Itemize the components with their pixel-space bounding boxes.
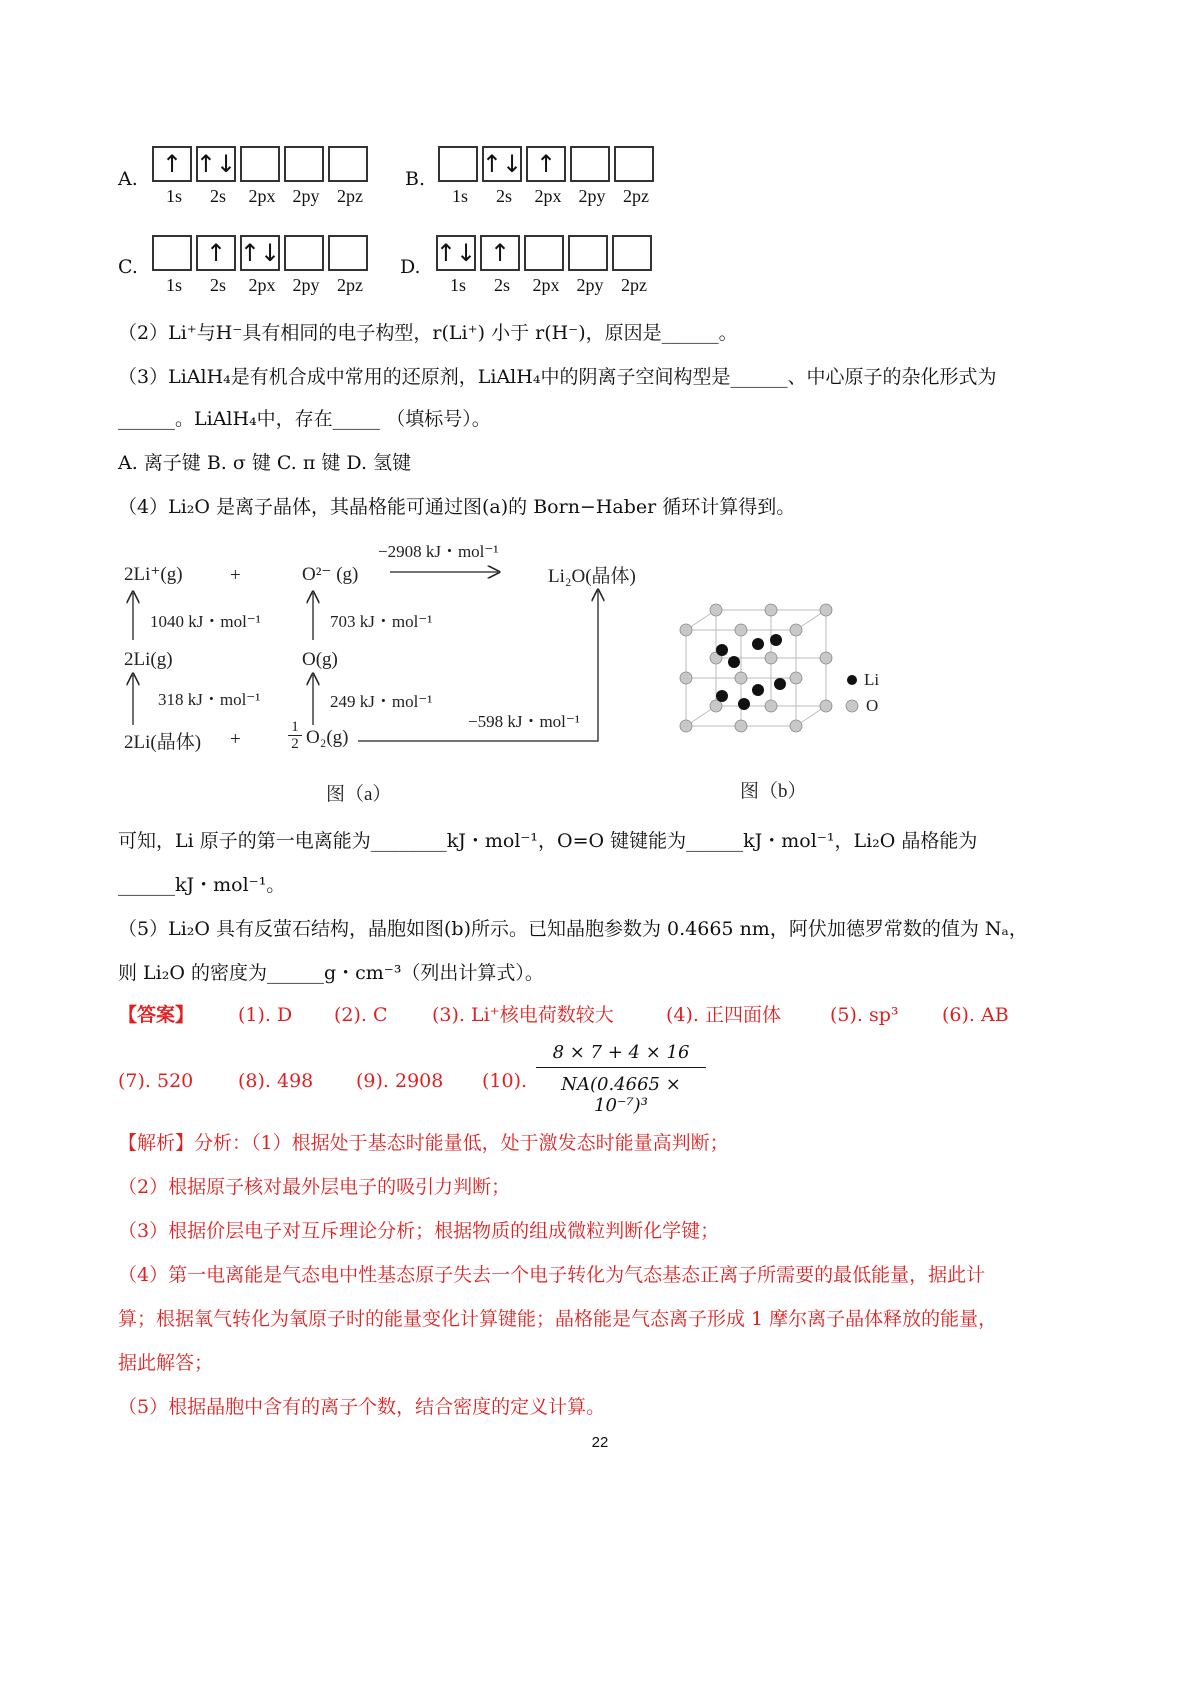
- electron-affinity-label: 703 kJ・mol⁻¹: [330, 612, 433, 631]
- answer-8: (8). 498: [238, 1070, 314, 1092]
- figure-a-caption: 图（a）: [326, 784, 392, 805]
- orbital-box: [328, 235, 368, 271]
- option-letter: C.: [118, 256, 138, 278]
- oxide-ion-label: O²⁻ (g): [302, 564, 359, 585]
- orbital-label: 2px: [248, 186, 276, 206]
- orbital-label: 1s: [165, 275, 182, 295]
- bond-energy-label: 249 kJ・mol⁻¹: [330, 692, 433, 711]
- option-d: [400, 256, 421, 278]
- plus-sign: +: [230, 565, 241, 586]
- orbital-diagram-b: [438, 146, 658, 207]
- analysis-line-2: （2）根据原子核对最外层电子的吸引力判断；: [118, 1176, 511, 1198]
- analysis-line-1: 【解析】分析：（1）根据处于基态时能量低，处于激发态时能量高判断；: [118, 1132, 729, 1154]
- question-2: （2）Li⁺与H⁻具有相同的电子构型，r(Li⁺) 小于 r(H⁻)，原因是______。: [118, 322, 738, 344]
- option-b: [405, 168, 425, 190]
- orbital-box: [152, 235, 192, 271]
- orbital-label: 2pz: [337, 275, 363, 295]
- question-3-options: A. 离子键 B. σ 键 C. π 键 D. 氢键: [118, 452, 412, 474]
- question-3-line2: ______。LiAlH₄中，存在_____ （填标号）。: [118, 408, 491, 430]
- legend-li: Li: [864, 670, 880, 689]
- orbital-label: 2py: [576, 275, 604, 295]
- formula-denominator: NA(0.4665 × 10⁻⁷)³: [536, 1067, 706, 1116]
- orbital-label: 2px: [534, 186, 562, 206]
- question-4-fill-line2: ______kJ・mol⁻¹。: [118, 874, 286, 896]
- lattice-energy-label: −2908 kJ・mol⁻¹: [378, 542, 499, 561]
- answer-7: (7). 520: [118, 1070, 194, 1092]
- orbital-label: 2s: [209, 275, 226, 295]
- option-letter: B.: [405, 168, 426, 190]
- li-crystal-label: 2Li(晶体): [124, 732, 202, 753]
- orbital-box: [614, 146, 654, 182]
- orbital-diagram-d: [436, 235, 656, 296]
- orbital-box: [612, 235, 652, 271]
- ionization-energy-label: 1040 kJ・mol⁻¹: [150, 612, 261, 631]
- fraction-numerator: 1: [291, 719, 299, 735]
- orbital-box: ↑: [152, 146, 192, 182]
- orbital-label: 1s: [165, 186, 182, 206]
- orbital-box: [524, 235, 564, 271]
- half-fraction: [288, 719, 302, 752]
- orbital-box: [240, 146, 280, 182]
- option-letter: D.: [400, 256, 421, 278]
- answer-10: (10).: [482, 1070, 528, 1092]
- orbital-label: 2px: [248, 275, 276, 295]
- orbital-box: [438, 146, 478, 182]
- li-gas-label: 2Li(g): [124, 649, 173, 670]
- analysis-line-3: （3）根据价层电子对互斥理论分析；根据物质的组成微粒判断化学键；: [118, 1220, 720, 1242]
- analysis-line-7: （5）根据晶胞中含有的离子个数，结合密度的定义计算。: [118, 1396, 606, 1418]
- figure-b-caption: 图（b）: [740, 781, 807, 802]
- answer-4: (4). 正四面体: [666, 1004, 781, 1026]
- analysis-line-4: （4）第一电离能是气态电中性基态原子失去一个电子转化为气态基态正离子所需要的最低能量，据此计: [118, 1264, 986, 1286]
- analysis-line-6: 据此解答；: [118, 1352, 214, 1374]
- orbital-box: ↑↓: [436, 235, 476, 271]
- sublimation-energy-label: 318 kJ・mol⁻¹: [158, 690, 261, 709]
- li2o-crystal-label: Li₂O(晶体): [548, 566, 636, 587]
- orbital-box: ↑↓: [240, 235, 280, 271]
- orbital-label: 2pz: [337, 186, 363, 206]
- density-formula: [536, 1042, 706, 1116]
- orbital-label: 1s: [451, 186, 468, 206]
- answer-2: (2). C: [334, 1004, 388, 1026]
- orbital-diagram-c: [152, 235, 372, 296]
- orbital-diagram-a: [152, 146, 372, 207]
- formula-numerator: 8 × 7 + 4 × 16: [552, 1042, 690, 1063]
- formation-energy-label: −598 kJ・mol⁻¹: [468, 712, 580, 731]
- li2o-unit-cell: [672, 600, 892, 740]
- orbital-box: [570, 146, 610, 182]
- li-ion-label: 2Li⁺(g): [124, 564, 183, 585]
- orbital-label: 2s: [493, 275, 510, 295]
- orbital-label: 2s: [495, 186, 512, 206]
- option-letter: A.: [118, 168, 138, 190]
- orbital-label: 1s: [449, 275, 466, 295]
- orbital-box: [284, 146, 324, 182]
- orbital-box: ↑: [526, 146, 566, 182]
- legend-o: O: [866, 696, 879, 715]
- page-number: 22: [591, 1434, 609, 1451]
- answer-5: (5). sp³: [830, 1004, 899, 1026]
- answer-1: (1). D: [238, 1004, 293, 1026]
- o-gas-label: O(g): [302, 649, 338, 670]
- orbital-box: [284, 235, 324, 271]
- question-4-line: （4）Li₂O 是离子晶体，其晶格能可通过图(a)的 Born−Haber 循环计算得到。: [118, 496, 796, 518]
- question-4-fill-line1: 可知，Li 原子的第一电离能为________kJ・mol⁻¹，O=O 键键能为______kJ・mol⁻¹，Li₂O 晶格能为: [118, 830, 978, 852]
- orbital-box: [568, 235, 608, 271]
- orbital-box: ↑↓: [196, 146, 236, 182]
- plus-sign: +: [230, 729, 241, 750]
- question-3-line1: （3）LiAlH₄是有机合成中常用的还原剂，LiAlH₄中的阴离子空间构型是______、中心原子的杂化形式为: [118, 366, 997, 388]
- orbital-box: ↑: [196, 235, 236, 271]
- answer-6: (6). AB: [942, 1004, 1009, 1026]
- orbital-box: ↑: [480, 235, 520, 271]
- option-c: [118, 256, 138, 278]
- orbital-label: 2py: [292, 186, 320, 206]
- question-5-line1: （5）Li₂O 具有反萤石结构，晶胞如图(b)所示。已知晶胞参数为 0.4665 nm，阿伏加德罗常数的值为 Nₐ，: [118, 918, 1028, 940]
- fraction-denominator: 2: [288, 735, 302, 752]
- answer-9: (9). 2908: [356, 1070, 444, 1092]
- orbital-label: 2px: [532, 275, 560, 295]
- option-a: [118, 168, 138, 190]
- analysis-line-5: 算；根据氧气转化为氧原子时的能量变化计算键能；晶格能是气态离子形成 1 摩尔离子晶体释放的能量，: [118, 1308, 998, 1330]
- orbital-label: 2s: [209, 186, 226, 206]
- answer-3: (3). Li⁺核电荷数较大: [432, 1004, 614, 1026]
- orbital-label: 2pz: [623, 186, 649, 206]
- orbital-box: ↑↓: [482, 146, 522, 182]
- orbital-label: 2py: [292, 275, 320, 295]
- figure-b: [672, 600, 892, 810]
- orbital-box: [328, 146, 368, 182]
- question-5-line2: 则 Li₂O 的密度为______g・cm⁻³（列出计算式）。: [118, 962, 544, 984]
- orbital-label: 2py: [578, 186, 606, 206]
- o2-gas-label: O₂(g): [306, 727, 349, 748]
- orbital-label: 2pz: [621, 275, 647, 295]
- answer-label: 【答案】: [118, 1004, 195, 1026]
